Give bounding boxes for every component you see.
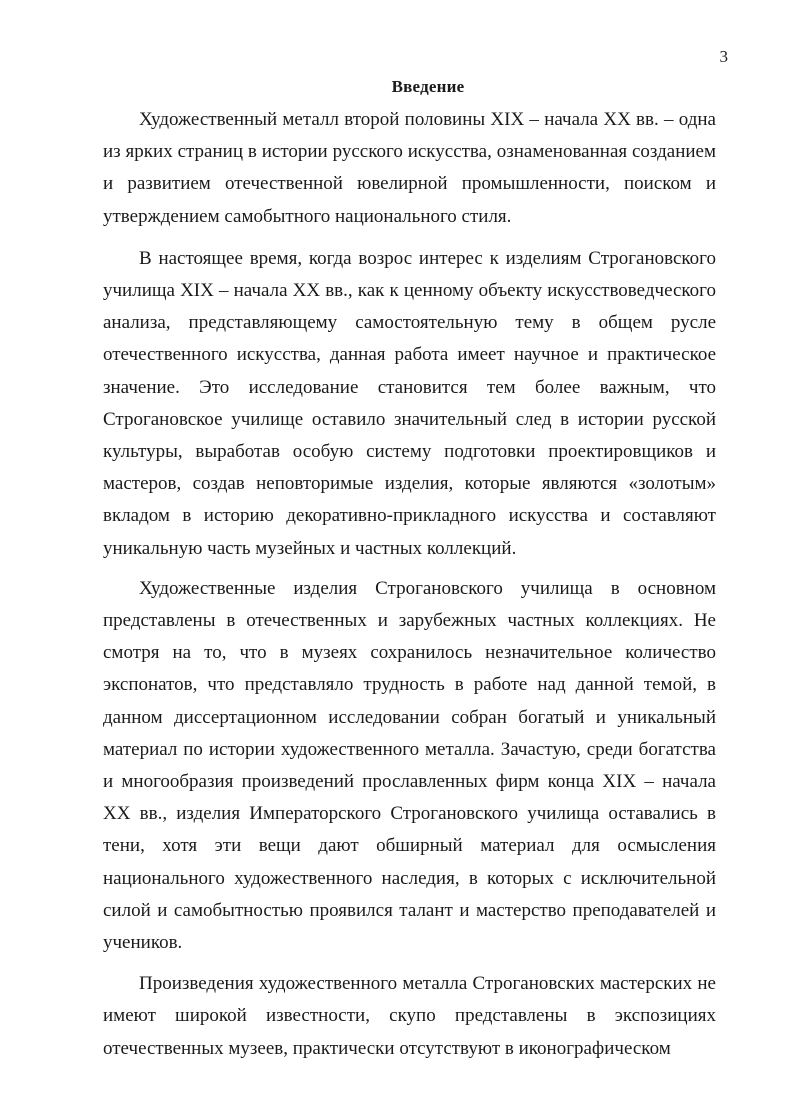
- paragraph: Художественный металл второй половины XIX – начала XX вв. – одна из ярких страниц в истории русского искусства, ознаменованная созданием и развитием отечественной ювелирной промышленности, поиском и утверждением самобытного национального стиля.: [103, 109, 716, 227]
- paragraph: В настоящее время, когда возрос интерес к изделиям Строгановского училища XIX – начала XX вв., как к ценному объекту искусствоведческого анализа, представляющему самостоятельную тему в общем русле отечественного искусства, данная работа имеет научное и практическое значение. Это исследование становится тем более важным, что Строгановское училище оставило значительный след в истории русской культуры, выработав особую систему подготовки проектировщиков и мастеров, создав неповторимые изделия, которые являются «золотым» вкладом в историю декоративно-прикладного искусства и составляют уникальную часть музейных и частных коллекций.: [103, 247, 716, 559]
- paragraph: Художественные изделия Строгановского училища в основном представлены в отечественных и зарубежных частных коллекциях. Не смотря на то, что в музеях сохранилось незначительное количество экспонатов, что представляло трудность в работе над данной темой, в данном диссертационном исследовании собран богатый и уникальный материал по истории художественного металла. Зачастую, среди богатства и многообразия произведений прославленных фирм конца XIX – начала XX вв., изделия Императорского Строгановского училища оставались в тени, хотя эти вещи дают обширный материал для осмысления национального художественного наследия, в которых с исключительной силой и самобытностью проявился талант и мастерство преподавателей и учеников.: [103, 577, 716, 954]
- paragraph: Произведения художественного металла Строгановских мастерских не имеют широкой известности, скупо представлены в экспозициях отечественных музеев, практически отсутствуют в иконографическом: [103, 973, 716, 1059]
- page-number: 3: [719, 47, 728, 66]
- page-title: Введение: [391, 77, 465, 96]
- body-text: [103, 104, 716, 1065]
